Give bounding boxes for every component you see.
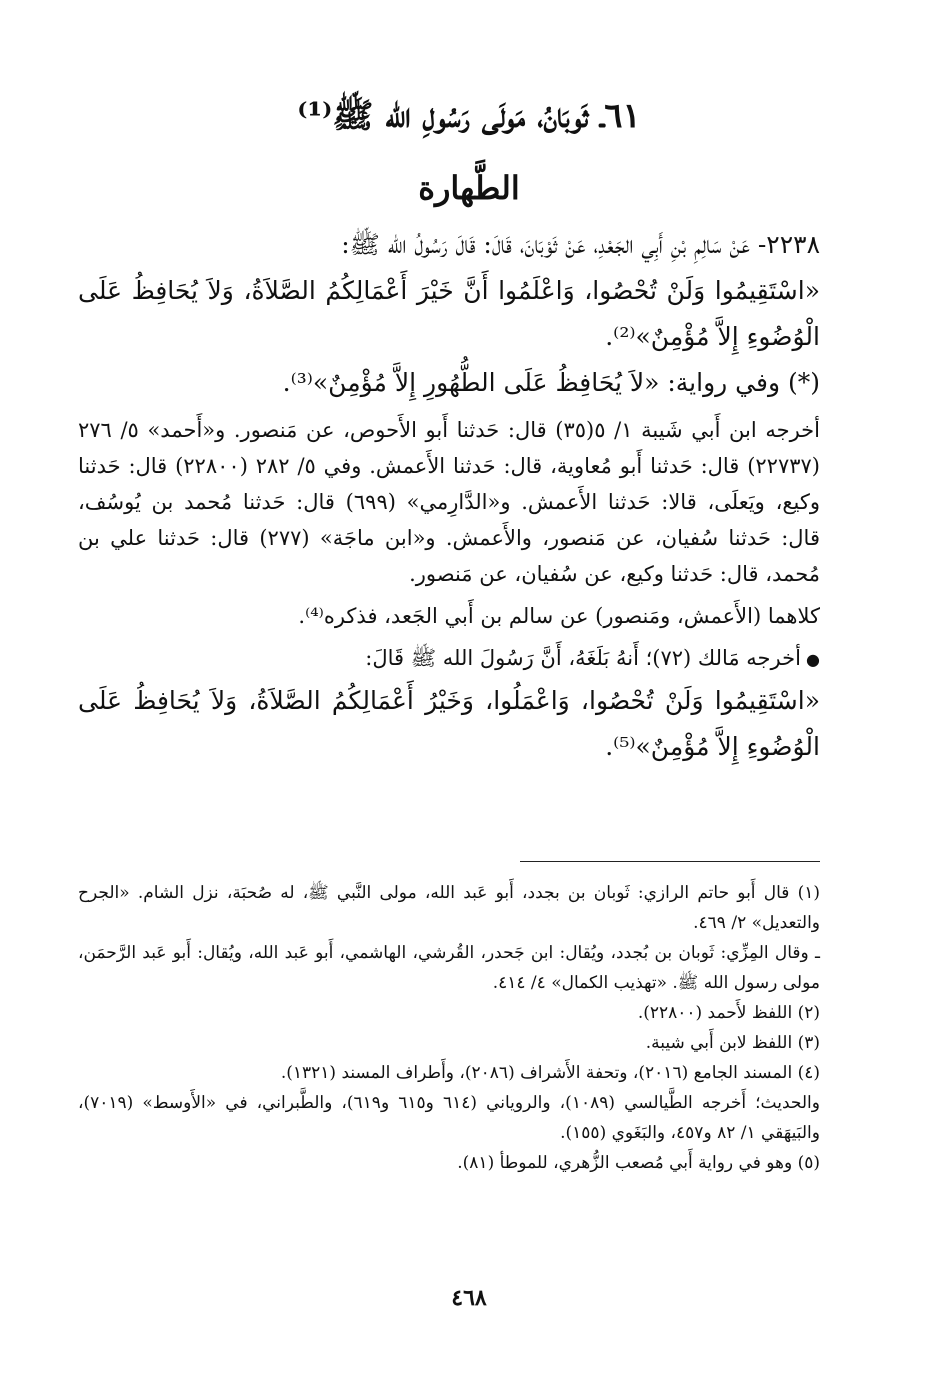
narration-variant: (*) وفي رواية: «لاَ يُحَافِظُ عَلَى الطُّهُورِ إِلاَّ مُؤْمِنٌ»⁽³⁾. [282, 368, 820, 397]
footnote-4: (٤) المسند الجامع (٢٠١٦)، وتحفة الأَشراف (٢٠٨٦)، وأَطراف المسند (١٣٢١). [280, 1063, 820, 1083]
page-number: ٤٦٨ [451, 1285, 487, 1311]
hadith-text: «اسْتَقِيمُوا وَلَنْ تُحْصُوا، وَاعْلَمُوا أَنَّ خَيْرَ أَعْمَالِكُمُ الصَّلاَةُ، وَلاَ يُحَافِظُ عَلَى الْوُضُوءِ إِلاَّ مُؤْمِنٌ»⁽²⁾. [78, 276, 820, 351]
chapter-title: ٦١ـ ثَوبَانُ، مَولَى رَسُولِ الله ﷺ⁽¹⁾ [297, 96, 641, 136]
hadith-opening: ٢٢٣٨- عَنْ سَالِمِ بْنِ أَبِي الجَعْدِ، عَنْ ثَوْبَانَ، قَالَ: قَالَ رَسُولُ الله ﷺ: [341, 230, 820, 259]
main-text [78, 222, 820, 770]
footnote-1-continued: ـ وقال المِزِّي: ثَوبان بن بُجدد، ويُقال: ابن جَحدر، القُرشي، الهاشمي، أَبو عَبد الله، ويُقال: أَبو عَبد الرَّحمَن، مولى رسول الله ﷺ. «تهذيب الكمال» ٤/ ٤١٤. [78, 943, 820, 993]
footnote-2: (٢) اللفظ لأَحمد (٢٢٨٠٠). [637, 1003, 820, 1023]
takhrij-paragraph: أخرجه ابن أَبي شَيبة ١/ ٥(٣٥) قال: حَدثنا أَبو الأَحوص، عن مَنصور. و«أَحمد» ٥/ ٢٧٦ (٢٢٧٣٧) قال: حَدثنا أَبو مُعاوية، قال: حَدثنا الأَعمش. وفي ٥/ ٢٨٢ (٢٢٨٠٠) قال: حَدثنا وكيع، ويَعلَى، قالا: حَدثنا الأَعمش. و«الدَّارِمي» (٦٩٩) قال: حَدثنا مُحمد بن يُوسُف، قال: حَدثنا سُفيان، عن مَنصور، والأَعمش. و«ابن ماجَة» (٢٧٧) قال: حَدثنا علي بن مُحمد، قال: حَدثنا وكيع، عن سُفيان، عن مَنصور. [78, 418, 821, 586]
footnote-1: (١) قال أَبو حاتم الرازي: ثَوبان بن بجدد، أَبو عَبد الله، مولى النَّبي ﷺ، له صُحبَة، نزل الشام. «الجرح والتعديل» ٢/ ٤٦٩. [78, 883, 820, 933]
footnotes [78, 878, 820, 1178]
malik-takhrij: ● أخرجه مَالك (٧٢)؛ أَنهُ بَلَغَهُ، أَنَّ رَسُولَ الله ﷺ قَالَ: [78, 640, 820, 678]
takhrij-summary: كلاهما (الأَعمش، ومَنصور) عن سالم بن أَبي الجَعد، فذكره⁽⁴⁾. [298, 604, 820, 628]
footnote-4-continued: والحديث؛ أَخرجه الطَّيالسي (١٠٨٩)، والروياني (٦١٤ و٦١٥ و٦١٩)، والطَّبراني، في «الأَوسط» (٧٠١٩)، والبَيهَقي ١/ ٨٢ و٤٥٧، والبَغَوي (١٥٥). [78, 1093, 820, 1143]
malik-hadith-text: «اسْتَقِيمُوا وَلَنْ تُحْصُوا، وَاعْمَلُوا، وَخَيْرُ أَعْمَالِكُمُ الصَّلاَةُ، وَلاَ يُحَافِظُ عَلَى الْوُضُوءِ إِلاَّ مُؤْمِنٌ»⁽⁵⁾. [78, 686, 820, 761]
footnote-5: (٥) وهو في رواية أَبي مُصعب الزُّهري، للموطأ (٨١). [457, 1153, 820, 1173]
footnote-3: (٣) اللفظ لابن أَبي شيبة. [645, 1033, 820, 1053]
section-title: الطَّهارة [418, 169, 520, 207]
footnote-divider [520, 861, 820, 862]
